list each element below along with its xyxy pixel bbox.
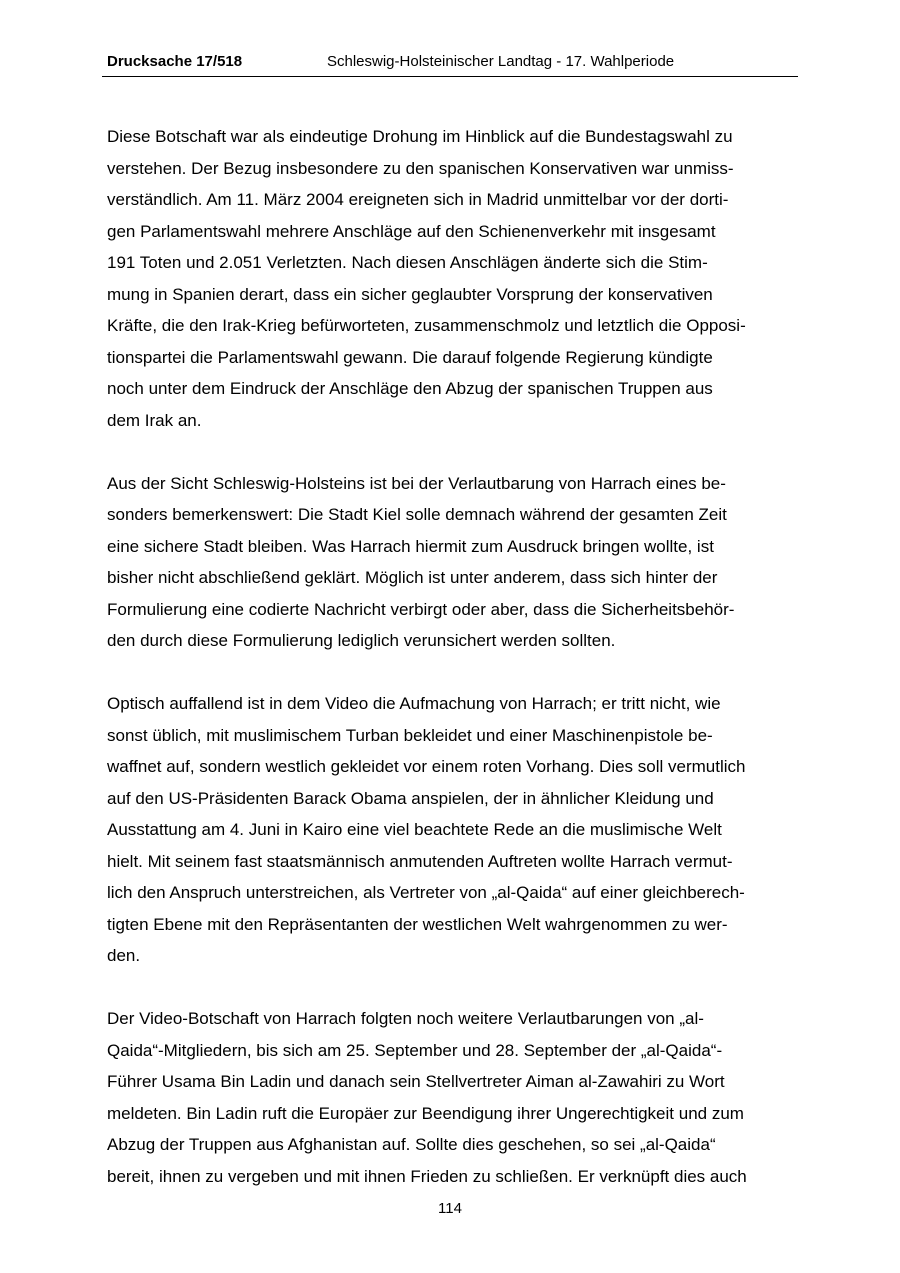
paragraph [107, 688, 797, 972]
text-line: verständlich. Am 11. März 2004 ereigneten sich in Madrid unmittelbar vor der dorti- [107, 190, 729, 209]
text-line: Qaida“-Mitgliedern, bis sich am 25. September und 28. September der „al-Qaida“- [107, 1040, 723, 1060]
page-number: 114 [438, 1200, 462, 1217]
text-line: bereit, ihnen zu vergeben und mit ihnen Frieden zu schließen. Er verknüpft dies auch [107, 1166, 747, 1186]
text-line: Führer Usama Bin Ladin und danach sein Stellvertreter Aiman al-Zawahiri zu Wort [107, 1072, 725, 1091]
document-number: Drucksache 17/518 [107, 53, 243, 70]
text-line: den. [107, 946, 141, 965]
text-line: verstehen. Der Bezug insbesondere zu den spanischen Konservativen war unmiss- [107, 158, 734, 178]
text-line: waffnet auf, sondern westlich gekleidet vor einem roten Vorhang. Dies soll vermutlich [107, 757, 746, 776]
text-line: auf den US-Präsidenten Barack Obama anspielen, der in ähnlicher Kleidung und [107, 788, 714, 808]
text-line: tigten Ebene mit den Repräsentanten der westlichen Welt wahrgenommen zu wer- [107, 914, 728, 934]
text-line: noch unter dem Eindruck der Anschläge den Abzug der spanischen Truppen aus [107, 379, 713, 398]
text-line: Formulierung eine codierte Nachricht verbirgt oder aber, dass die Sicherheitsbehör- [107, 599, 735, 619]
text-line: meldeten. Bin Ladin ruft die Europäer zur Beendigung ihrer Ungerechtigkeit und zum [107, 1103, 744, 1123]
text-line: Ausstattung am 4. Juni in Kairo eine viel beachtete Rede an die muslimische Welt [107, 820, 722, 839]
text-line: lich den Anspruch unterstreichen, als Vertreter von „al-Qaida“ auf einer gleichberech- [107, 883, 745, 902]
text-line: Optisch auffallend ist in dem Video die Aufmachung von Harrach; er tritt nicht, wie [107, 694, 721, 713]
page-header [102, 52, 798, 77]
body-text [107, 121, 797, 1224]
paragraph [107, 468, 797, 657]
text-line: dem Irak an. [107, 410, 202, 430]
paragraph [107, 121, 797, 436]
text-line: mung in Spanien derart, dass ein sicher geglaubter Vorsprung der konservativen [107, 284, 713, 304]
text-line: sonst üblich, mit muslimischem Turban bekleidet und einer Maschinenpistole be- [107, 725, 713, 745]
header-title: Schleswig-Holsteinischer Landtag - 17. Wahlperiode [327, 53, 675, 70]
text-line: 191 Toten und 2.051 Verletzten. Nach diesen Anschlägen änderte sich die Stim- [107, 253, 708, 272]
text-line: Aus der Sicht Schleswig-Holsteins ist bei der Verlautbarung von Harrach eines be- [107, 473, 726, 493]
text-line: Kräfte, die den Irak-Krieg befürworteten, zusammenschmolz und letztlich die Opposi- [107, 316, 746, 335]
text-line: Abzug der Truppen aus Afghanistan auf. Sollte dies geschehen, so sei „al-Qaida“ [107, 1135, 716, 1154]
text-line: Der Video-Botschaft von Harrach folgten noch weitere Verlautbarungen von „al- [107, 1009, 704, 1028]
paragraph [107, 1003, 797, 1192]
text-line: bisher nicht abschließend geklärt. Möglich ist unter anderem, dass sich hinter der [107, 568, 718, 587]
text-line: eine sichere Stadt bleiben. Was Harrach hiermit zum Ausdruck bringen wollte, ist [107, 536, 714, 556]
text-line: tionspartei die Parlamentswahl gewann. Die darauf folgende Regierung kündigte [107, 347, 713, 367]
text-line: gen Parlamentswahl mehrere Anschläge auf den Schienenverkehr mit insgesamt [107, 221, 716, 241]
text-line: Diese Botschaft war als eindeutige Drohung im Hinblick auf die Bundestagswahl zu [107, 127, 733, 146]
text-line: sonders bemerkenswert: Die Stadt Kiel solle demnach während der gesamten Zeit [107, 505, 727, 524]
text-line: den durch diese Formulierung lediglich verunsichert werden sollten. [107, 631, 616, 650]
text-line: hielt. Mit seinem fast staatsmännisch anmutenden Auftreten wollte Harrach vermut- [107, 851, 733, 871]
